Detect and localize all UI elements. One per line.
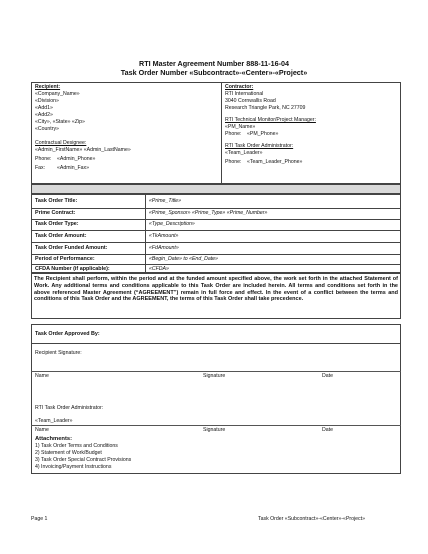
recipient-line: «City», «State» «Zip» bbox=[35, 119, 85, 125]
admin-phone-value: «Team_Leader_Phone» bbox=[247, 159, 303, 165]
row-divider bbox=[31, 242, 401, 243]
parties-divider bbox=[221, 82, 222, 184]
document-title: RTI Master Agreement Number 888-11-16-04 bbox=[139, 59, 289, 68]
row-divider bbox=[31, 208, 401, 209]
approval-divider bbox=[31, 343, 401, 344]
monitor-name: «PM_Name» bbox=[225, 124, 256, 130]
attachment-item: 3) Task Order Special Contract Provisions bbox=[35, 457, 132, 463]
field-value-funded: «FdAmount» bbox=[149, 245, 179, 251]
fax-value: «Admin_Fax» bbox=[57, 165, 90, 171]
admin-phone bbox=[225, 159, 316, 166]
recipient-line: «Company_Name» bbox=[35, 91, 80, 97]
recipient-line: «Add2» bbox=[35, 112, 53, 118]
footer-page-number: Page 1 bbox=[31, 516, 48, 522]
fax-label: Fax: bbox=[35, 165, 46, 171]
attachment-item: 4) Invoicing/Payment Instructions bbox=[35, 464, 112, 470]
date-label: Date bbox=[322, 427, 333, 433]
field-label-prime: Prime Contract: bbox=[35, 210, 76, 216]
field-value-cfda: «CFDA» bbox=[149, 266, 169, 272]
admin-phone-label: Phone: bbox=[225, 159, 242, 165]
contractor-block bbox=[225, 84, 316, 166]
statement-text: The Recipient shall perform, within the period and at the funded amount specified above, the work set forth in the attached Statement of Work. Any additional terms and conditions applicable to this Task Order are included herein. All terms and conditions set forth in the above referenced Master Agreement (“AGREEMENT”) remain in full force and effect. In the event of a conflict between the terms and conditions of this Task Order and the AGREEMENT, the terms of this Task Order shall take precedence. bbox=[34, 276, 398, 303]
contractor-line: 3040 Cornwallis Road bbox=[225, 98, 276, 104]
date-label: Date bbox=[322, 373, 333, 379]
monitor-phone-value: «PM_Phone» bbox=[247, 131, 279, 137]
approval-heading: Task Order Approved By: bbox=[35, 331, 100, 337]
attachments-block bbox=[35, 436, 131, 471]
row-divider bbox=[31, 230, 401, 231]
monitor-heading: RTI Technical Monitor/Project Manager: bbox=[225, 117, 316, 123]
contractor-line: Research Triangle Park, NC 27709 bbox=[225, 105, 306, 111]
admin-heading: RTI Task Order Administrator: bbox=[225, 143, 294, 149]
name-label: Name bbox=[35, 427, 49, 433]
field-value-amount: «TkAmount» bbox=[149, 233, 179, 239]
row-divider bbox=[31, 254, 401, 255]
name-label: Name bbox=[35, 373, 49, 379]
attachment-item: 2) Statement of Work/Budget bbox=[35, 450, 102, 456]
field-label-amount: Task Order Amount: bbox=[35, 233, 87, 239]
field-value-prime: «Prime_Sponsor» «Prime_Type» «Prime_Number» bbox=[149, 210, 268, 216]
shaded-separator bbox=[31, 184, 401, 194]
field-label-period: Period of Performance: bbox=[35, 256, 95, 262]
admin-name: «Team_Leader» bbox=[225, 150, 263, 156]
recipient-line: «Division» bbox=[35, 98, 59, 104]
monitor-phone-label: Phone: bbox=[225, 131, 242, 137]
footer-task-order: Task Order «Subcontract»-«Center»-«Project» bbox=[258, 516, 365, 522]
designee-name: «Admin_FirstName» «Admin_LastName» bbox=[35, 147, 131, 153]
field-value-title: «Prime_Title» bbox=[149, 198, 181, 204]
designee-heading: Contractual Designee: bbox=[35, 140, 87, 146]
designee-phone bbox=[35, 156, 131, 163]
signature-label: Signature bbox=[203, 427, 226, 433]
field-label-funded: Task Order Funded Amount: bbox=[35, 245, 108, 251]
recipient-line: «Add1» bbox=[35, 105, 53, 111]
phone-value: «Admin_Phone» bbox=[57, 156, 96, 162]
field-label-type: Task Order Type: bbox=[35, 221, 79, 227]
contractor-line: RTI International bbox=[225, 91, 264, 97]
contractor-heading: Contractor: bbox=[225, 84, 254, 90]
field-value-period: «Begin_Date» to «End_Date» bbox=[149, 256, 218, 262]
rti-admin-name: «Team_Leader» bbox=[35, 418, 73, 424]
task-order-number: Task Order Number «Subcontract»-«Center»-«Project» bbox=[120, 68, 308, 77]
row-divider bbox=[31, 219, 401, 220]
attachments-heading: Attachments: bbox=[35, 436, 73, 442]
monitor-phone bbox=[225, 131, 316, 138]
recipient-signature-label: Recipient Signature: bbox=[35, 350, 82, 356]
recipient-block bbox=[35, 84, 131, 172]
signature-label: Signature bbox=[203, 373, 226, 379]
field-label-cfda: CFDA Number (if applicable): bbox=[35, 266, 110, 272]
rti-admin-label: RTI Task Order Administrator: bbox=[35, 405, 104, 411]
row-divider bbox=[31, 264, 401, 265]
field-value-type: «Type_Description» bbox=[149, 221, 195, 227]
recipient-heading: Recipient: bbox=[35, 84, 61, 90]
phone-label: Phone: bbox=[35, 156, 52, 162]
designee-fax bbox=[35, 165, 131, 172]
fields-table-divider bbox=[145, 194, 146, 273]
rti-signature-line bbox=[31, 425, 401, 426]
attachment-item: 1) Task Order Terms and Conditions bbox=[35, 443, 118, 449]
field-label-title: Task Order Title: bbox=[35, 198, 78, 204]
recipient-line: «Country» bbox=[35, 126, 59, 132]
recipient-signature-line bbox=[31, 371, 401, 372]
